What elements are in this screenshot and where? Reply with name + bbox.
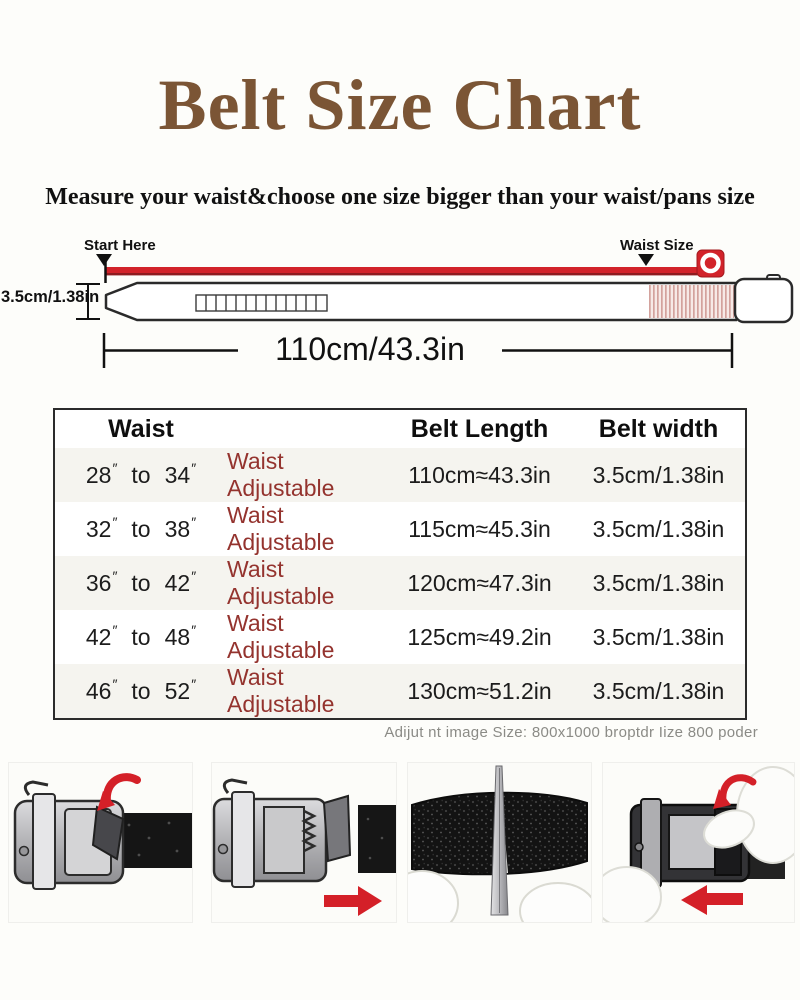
down-arrow-icon	[638, 254, 654, 266]
adjustable-cell: Waist Adjustable	[227, 664, 335, 717]
down-arrow-icon	[96, 254, 112, 266]
photo-slide-strap-out	[211, 762, 397, 923]
waist-size-label: Waist Size	[620, 237, 694, 254]
belt-width-label: 3.5cm/1.38in	[1, 288, 100, 306]
belt-width-cell: 3.5cm/1.38in	[592, 515, 725, 542]
belt-length-label: 110cm/43.3in	[275, 331, 465, 367]
table-header-row	[55, 410, 745, 448]
photo-reattach-buckle	[602, 762, 795, 923]
belt-width-cell: 3.5cm/1.38in	[592, 677, 725, 704]
waist-range-cell: 46 ″ to 52 ″	[85, 675, 197, 704]
belt-outline	[106, 275, 792, 322]
measuring-tape	[105, 260, 699, 283]
belt-width-cell: 3.5cm/1.38in	[592, 461, 725, 488]
waist-range-cell: 42 ″ to 48 ″	[85, 621, 197, 650]
column-header-waist: Waist	[108, 414, 174, 443]
belt-width-cell: 3.5cm/1.38in	[592, 569, 725, 596]
adjustable-cell: Waist Adjustable	[227, 502, 335, 555]
start-here-label: Start Here	[84, 237, 156, 254]
size-table	[53, 408, 747, 720]
belt-length-cell: 115cm≈45.3in	[408, 515, 551, 542]
table-row	[55, 556, 745, 610]
photo-open-buckle-lever	[8, 762, 193, 923]
table-row	[55, 664, 745, 718]
adjustable-cell: Waist Adjustable	[227, 610, 335, 663]
tape-measure-icon	[697, 250, 724, 277]
column-header-belt-length: Belt Length	[410, 414, 549, 443]
column-header-belt-width: Belt width	[598, 414, 719, 443]
table-row	[55, 502, 745, 556]
subtitle: Measure your waist&choose one size bigger than your waist/pans size	[45, 184, 755, 210]
belt-width-cell: 3.5cm/1.38in	[592, 623, 725, 650]
waist-range-cell: 28 ″ to 34 ″	[85, 459, 197, 488]
page-title: Belt Size Chart	[158, 65, 642, 145]
detached-strap	[358, 805, 396, 873]
adjustable-cell: Waist Adjustable	[227, 448, 335, 501]
belt-length-cell: 125cm≈49.2in	[407, 623, 552, 650]
belt-length-cell: 120cm≈47.3in	[407, 569, 552, 596]
waist-range-cell: 36 ″ to 42 ″	[85, 567, 197, 596]
photo-cut-strap-to-size	[407, 762, 592, 923]
instruction-photos	[0, 762, 800, 923]
belt-diagram-drawing	[0, 235, 800, 405]
belt-length-cell: 130cm≈51.2in	[407, 677, 552, 704]
watermark-caption: Adijut nt image Size: 800x1000 broptdr Iize 800 poder	[384, 724, 758, 741]
belt-measurement-diagram	[0, 235, 800, 405]
table-row	[55, 448, 745, 502]
adjustable-cell: Waist Adjustable	[227, 556, 335, 609]
table-row	[55, 610, 745, 664]
waist-range-cell: 32 ″ to 38 ″	[85, 513, 197, 542]
belt-length-cell: 110cm≈43.3in	[408, 461, 551, 488]
belt-strap	[117, 813, 192, 868]
